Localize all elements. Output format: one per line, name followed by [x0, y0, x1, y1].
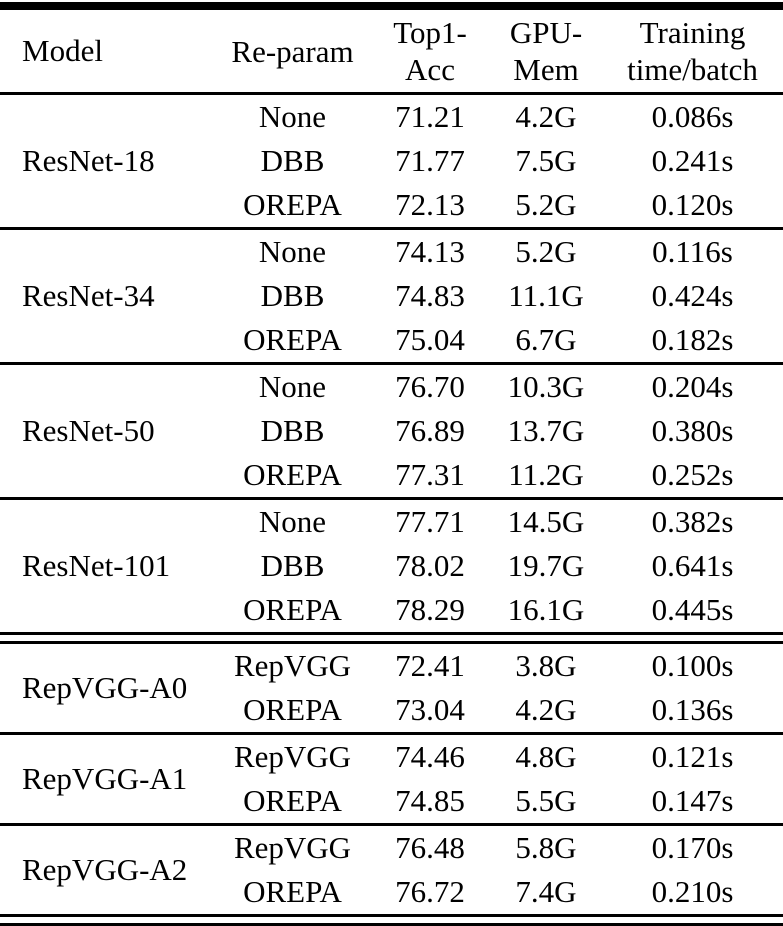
table-row	[215, 779, 783, 823]
model-group-section	[0, 500, 783, 632]
gpu-mem-cell: 5.8G	[515, 830, 577, 865]
column-header-top1-line2: Acc	[405, 52, 455, 87]
gpu-mem-cell: 4.2G	[515, 692, 577, 727]
model-group-section	[0, 230, 783, 362]
model-group-section	[0, 644, 783, 732]
column-header-gpu-line1: GPU-	[509, 15, 583, 50]
gpu-mem-cell: 5.5G	[515, 783, 577, 818]
model-name-cell: RepVGG-A0	[22, 670, 188, 705]
reparam-cell: RepVGG	[233, 648, 352, 683]
table-row	[215, 644, 783, 688]
column-header-training-time	[602, 14, 783, 88]
training-time-cell: 0.086s	[651, 99, 734, 134]
training-time-cell: 0.121s	[651, 739, 734, 774]
gpu-mem-cell: 11.2G	[508, 457, 584, 492]
reparam-cell: None	[258, 504, 327, 539]
top1-acc-cell: 77.71	[395, 504, 465, 539]
table-row	[215, 274, 783, 318]
training-time-cell: 0.210s	[651, 874, 734, 909]
reparam-cell: OREPA	[243, 692, 342, 727]
training-time-cell: 0.445s	[651, 592, 734, 627]
top1-acc-cell: 76.89	[395, 413, 465, 448]
column-header-gpu-mem	[490, 14, 602, 88]
top1-acc-cell: 78.02	[395, 548, 465, 583]
column-header-training-line1: Training	[639, 15, 746, 50]
top1-acc-cell: 74.46	[395, 739, 465, 774]
training-time-cell: 0.170s	[651, 830, 734, 865]
table-row	[215, 453, 783, 497]
reparam-cell: DBB	[260, 143, 325, 178]
gpu-mem-cell: 13.7G	[507, 413, 585, 448]
model-group-rows	[215, 365, 783, 497]
table-row	[215, 826, 783, 870]
double-divider	[0, 914, 783, 926]
reparam-cell: None	[258, 234, 327, 269]
top1-acc-cell: 76.70	[395, 369, 465, 404]
top1-acc-cell: 77.31	[395, 457, 465, 492]
table-row	[215, 139, 783, 183]
table-row	[215, 409, 783, 453]
reparam-cell: DBB	[260, 548, 325, 583]
training-time-cell: 0.147s	[651, 783, 734, 818]
top1-acc-cell: 78.29	[395, 592, 465, 627]
model-name-cell: ResNet-101	[22, 548, 171, 583]
reparam-cell: DBB	[260, 278, 325, 313]
gpu-mem-cell: 4.8G	[515, 739, 577, 774]
top1-acc-cell: 75.04	[395, 322, 465, 357]
gpu-mem-cell: 5.2G	[515, 234, 577, 269]
model-group-section	[0, 365, 783, 497]
gpu-mem-cell: 16.1G	[507, 592, 585, 627]
top1-acc-cell: 72.13	[395, 187, 465, 222]
top1-acc-cell: 71.21	[395, 99, 465, 134]
model-group-rows	[215, 735, 783, 823]
training-time-cell: 0.252s	[651, 457, 734, 492]
column-header-top1-acc	[370, 14, 490, 88]
column-header-reparam: Re-param	[231, 33, 354, 69]
model-name-cell: ResNet-34	[22, 278, 155, 313]
reparam-cell: RepVGG	[233, 830, 352, 865]
gpu-mem-cell: 3.8G	[515, 648, 577, 683]
table-row	[215, 183, 783, 227]
gpu-mem-cell: 10.3G	[507, 369, 585, 404]
gpu-mem-cell: 19.7G	[507, 548, 585, 583]
table-row	[215, 318, 783, 362]
table-row	[215, 870, 783, 914]
training-time-cell: 0.641s	[651, 548, 734, 583]
reparam-cell: OREPA	[243, 187, 342, 222]
reparam-cell: OREPA	[243, 592, 342, 627]
reparam-cell: DBB	[260, 413, 325, 448]
column-header-model: Model	[22, 33, 103, 68]
table-row	[215, 735, 783, 779]
table-row	[215, 544, 783, 588]
top1-acc-cell: 76.48	[395, 830, 465, 865]
gpu-mem-cell: 4.2G	[515, 99, 577, 134]
table-row	[215, 588, 783, 632]
top1-acc-cell: 74.83	[395, 278, 465, 313]
column-header-gpu-line2: Mem	[513, 52, 579, 87]
training-time-cell: 0.424s	[651, 278, 734, 313]
training-time-cell: 0.120s	[651, 187, 734, 222]
table-row	[215, 365, 783, 409]
model-name-cell: ResNet-50	[22, 413, 155, 448]
reparam-cell: None	[258, 99, 327, 134]
table-row	[215, 230, 783, 274]
training-time-cell: 0.116s	[652, 234, 733, 269]
model-group-section	[0, 735, 783, 823]
gpu-mem-cell: 14.5G	[507, 504, 585, 539]
reparam-cell: OREPA	[243, 874, 342, 909]
model-group-section	[0, 826, 783, 914]
gpu-mem-cell: 11.1G	[508, 278, 584, 313]
top1-acc-cell: 76.72	[395, 874, 465, 909]
reparam-cell: OREPA	[243, 783, 342, 818]
column-header-training-line2: time/batch	[627, 52, 758, 87]
table-row	[215, 688, 783, 732]
table-row	[215, 95, 783, 139]
gpu-mem-cell: 7.4G	[515, 874, 577, 909]
gpu-mem-cell: 6.7G	[515, 322, 577, 357]
reparam-cell: OREPA	[243, 457, 342, 492]
model-group-rows	[215, 230, 783, 362]
model-group-section	[0, 95, 783, 227]
top1-acc-cell: 71.77	[395, 143, 465, 178]
gpu-mem-cell: 5.2G	[515, 187, 577, 222]
training-time-cell: 0.136s	[651, 692, 734, 727]
top1-acc-cell: 72.41	[395, 648, 465, 683]
training-time-cell: 0.100s	[651, 648, 734, 683]
reparam-cell: None	[258, 369, 327, 404]
model-group-rows	[215, 644, 783, 732]
training-time-cell: 0.380s	[651, 413, 734, 448]
model-group-rows	[215, 826, 783, 914]
training-time-cell: 0.204s	[651, 369, 734, 404]
top1-acc-cell: 74.13	[395, 234, 465, 269]
model-group-rows	[215, 95, 783, 227]
reparam-cell: OREPA	[243, 322, 342, 357]
table-row	[215, 500, 783, 544]
table-top-rule	[0, 2, 783, 10]
reparam-cell: RepVGG	[233, 739, 352, 774]
training-time-cell: 0.241s	[651, 143, 734, 178]
model-name-cell: RepVGG-A2	[22, 852, 188, 887]
table-body	[0, 95, 783, 926]
gpu-mem-cell: 7.5G	[515, 143, 577, 178]
model-name-cell: ResNet-18	[22, 143, 155, 178]
model-group-rows	[215, 500, 783, 632]
table-header-row	[0, 10, 783, 92]
double-divider	[0, 632, 783, 644]
training-time-cell: 0.182s	[651, 322, 734, 357]
top1-acc-cell: 74.85	[395, 783, 465, 818]
training-time-cell: 0.382s	[651, 504, 734, 539]
top1-acc-cell: 73.04	[395, 692, 465, 727]
column-header-top1-line1: Top1-	[393, 15, 467, 50]
model-name-cell: RepVGG-A1	[22, 761, 188, 796]
